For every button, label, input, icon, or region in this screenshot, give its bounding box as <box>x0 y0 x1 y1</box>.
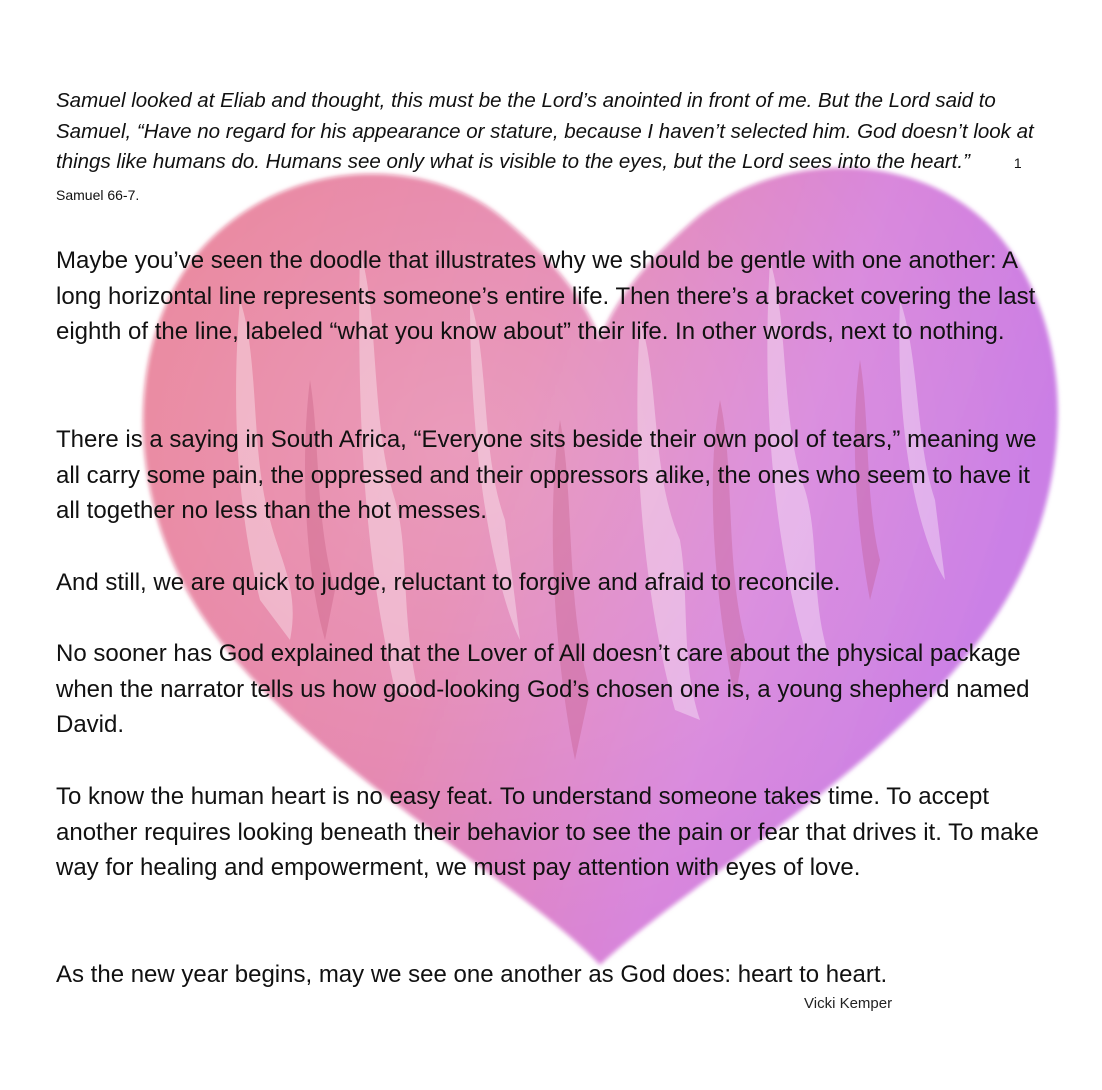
scripture-citation: 1 Samuel 66-7. <box>56 155 1022 203</box>
paragraph-south-africa: There is a saying in South Africa, “Everyone sits beside their own pool of tears,” meaning we all carry some pain, the oppressed and their oppressors alike, the ones who seem to have it all together no less than the hot messes. <box>56 426 1037 525</box>
devotional-text <box>56 86 1056 1012</box>
paragraph-david: No sooner has God explained that the Lover of All doesn’t care about the physical package when the narrator tells us how good-looking God’s chosen one is, a young shepherd named David. <box>56 640 1030 739</box>
author-signature: Vicki Kemper <box>804 995 893 1012</box>
paragraph-doodle: Maybe you’ve seen the doodle that illustrates why we should be gentle with one another: A long horizontal line represents someone’s entire life. Then there’s a bracket covering the last eighth of the line, labeled “what you know about” their life. In other words, next to nothing. <box>56 247 1036 346</box>
paragraph-new-year: As the new year begins, may we see one another as God does: heart to heart. <box>56 961 888 988</box>
scripture-quote <box>56 86 1046 210</box>
paragraph-judge: And still, we are quick to judge, reluctant to forgive and afraid to reconcile. <box>56 569 841 596</box>
paragraph-human-heart: To know the human heart is no easy feat. To understand someone takes time. To accept another requires looking beneath their behavior to see the pain or fear that drives it. To make way for healing and empowerment, we must pay attention with eyes of love. <box>56 783 1039 882</box>
scripture-quote-text: Samuel looked at Eliab and thought, this must be the Lord’s anointed in front of me. But the Lord said to Samuel, “Have no regard for his appearance or stature, because I haven’t selected him. God doesn’t look at things like humans do. Humans see only what is visible to the eyes, but the Lord sees into the heart.” <box>56 89 1034 173</box>
